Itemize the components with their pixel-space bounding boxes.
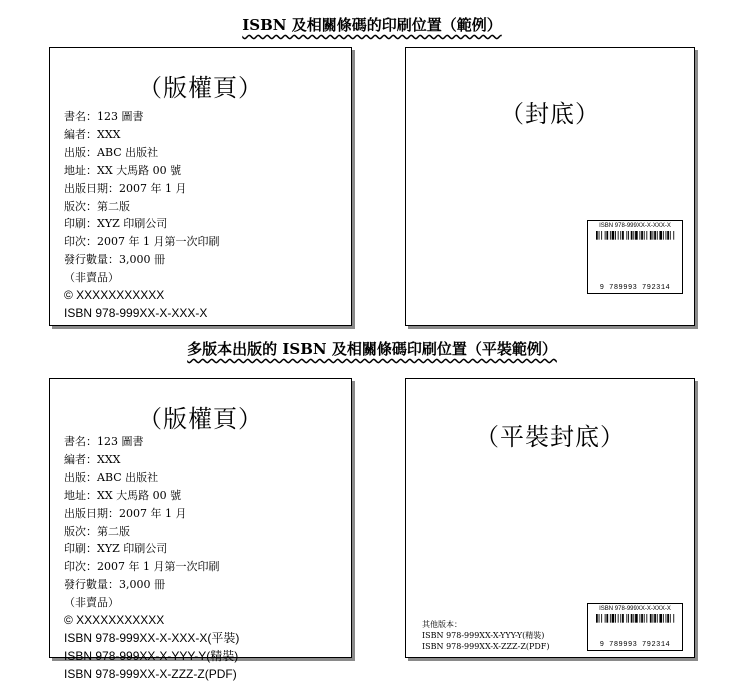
info-line: 印刷：XYZ 印刷公司 bbox=[64, 217, 168, 231]
barcode-bar bbox=[665, 231, 666, 240]
barcode-bar bbox=[618, 614, 619, 623]
info-line: 版次：第二版 bbox=[64, 199, 130, 213]
barcode-isbn-text: ISBN 978-999XX-X-XXX-X bbox=[599, 223, 671, 229]
barcode-bar bbox=[670, 231, 671, 240]
other-edition-isbn: ISBN 978-999XX-X-YYY-Y(精裝) bbox=[422, 631, 545, 640]
isbn-line: ISBN 978-999XX-X-XXX-X bbox=[64, 305, 208, 320]
barcode-bar bbox=[665, 614, 666, 623]
page-title: （封底） bbox=[500, 100, 600, 128]
barcode-bar bbox=[670, 614, 671, 623]
barcode-bar bbox=[626, 614, 627, 623]
barcode-bar bbox=[628, 231, 629, 240]
info-line: 地址：XX 大馬路 00 號 bbox=[64, 163, 182, 177]
barcode-bar bbox=[631, 231, 633, 240]
info-line: 出版日期：2007 年 1 月 bbox=[64, 181, 187, 195]
barcode-bar bbox=[612, 231, 615, 240]
barcode-bar bbox=[626, 231, 627, 240]
barcode-bar bbox=[646, 231, 647, 240]
other-edition-isbn: ISBN 978-999XX-X-ZZZ-Z(PDF) bbox=[422, 642, 550, 651]
barcode-bar bbox=[606, 614, 608, 623]
info-line: 書名：123 圖書 bbox=[64, 435, 144, 448]
barcode-bar bbox=[605, 231, 606, 240]
isbn-barcode bbox=[587, 603, 683, 651]
barcode-bar bbox=[596, 231, 598, 240]
barcode-bar bbox=[641, 614, 643, 623]
barcode-bar bbox=[644, 231, 645, 240]
barcode-bar bbox=[639, 231, 640, 240]
other-editions bbox=[422, 619, 549, 652]
info-line: 出版日期：2007 年 1 月 bbox=[64, 506, 187, 520]
copyright-page bbox=[49, 47, 352, 326]
isbn-line: ISBN 978-999XX-X-XXX-X(平裝) bbox=[64, 630, 240, 645]
info-line: 發行數量：3,000 冊 bbox=[64, 253, 165, 267]
barcode-bar bbox=[673, 614, 674, 623]
isbn-line: ISBN 978-999XX-X-ZZZ-Z(PDF) bbox=[64, 666, 237, 681]
barcode-bar bbox=[610, 614, 611, 623]
barcode-bar bbox=[650, 231, 652, 240]
section-heading-example: ISBN 及相關條碼的印刷位置（範例） bbox=[242, 16, 502, 34]
copyright-info bbox=[64, 108, 219, 323]
barcode-bar bbox=[633, 231, 634, 240]
info-line: 編者：XXX bbox=[64, 452, 121, 466]
info-line: 版次：第二版 bbox=[64, 524, 130, 538]
barcode-bar bbox=[615, 614, 616, 623]
barcode-bar bbox=[610, 231, 611, 240]
back-cover-page bbox=[405, 47, 695, 326]
barcode-bar bbox=[631, 614, 633, 623]
info-line: 印次：2007 年 1 月第一次印刷 bbox=[64, 235, 220, 249]
barcode-bar bbox=[652, 614, 653, 623]
barcode-bar bbox=[620, 614, 621, 623]
barcode-bar bbox=[612, 614, 615, 623]
barcode-bar bbox=[657, 614, 658, 623]
page-title: （平裝封底） bbox=[475, 423, 625, 451]
barcode-bar bbox=[606, 231, 608, 240]
barcode-bar bbox=[639, 614, 640, 623]
barcode-bars bbox=[596, 614, 676, 623]
barcode-bar bbox=[654, 614, 656, 623]
info-line: 地址：XX 大馬路 00 號 bbox=[64, 488, 182, 502]
barcode-bars bbox=[596, 231, 676, 240]
copyright-page-multi bbox=[49, 378, 352, 681]
barcode-bar bbox=[663, 231, 664, 240]
barcode-isbn-text: ISBN 978-999XX-X-XXX-X bbox=[599, 606, 671, 612]
other-editions-label: 其他版本： bbox=[422, 620, 462, 629]
barcode-bar bbox=[635, 231, 638, 240]
page-title: （版權頁） bbox=[138, 74, 263, 102]
barcode-bar bbox=[646, 614, 647, 623]
barcode-bar bbox=[652, 231, 653, 240]
barcode-bar bbox=[633, 614, 634, 623]
barcode-bar bbox=[667, 614, 669, 623]
barcode-bar bbox=[641, 231, 643, 240]
barcode-digits: 9 789993 792314 bbox=[599, 284, 671, 292]
barcode-digits: 9 789993 792314 bbox=[599, 641, 671, 649]
barcode-bar bbox=[601, 614, 602, 623]
barcode-bar bbox=[618, 231, 619, 240]
barcode-bar bbox=[635, 614, 638, 623]
barcode-bar bbox=[605, 614, 606, 623]
barcode-bar bbox=[622, 231, 624, 240]
barcode-bar bbox=[622, 614, 624, 623]
barcode-bar bbox=[654, 231, 656, 240]
barcode-bar bbox=[659, 614, 662, 623]
barcode-bar bbox=[657, 231, 658, 240]
copyright-info bbox=[64, 433, 239, 684]
isbn-line: ISBN 978-999XX-X-YYY-Y(精裝) bbox=[64, 648, 239, 663]
barcode-bar bbox=[667, 231, 669, 240]
barcode-bar bbox=[620, 231, 621, 240]
info-line: 印刷：XYZ 印刷公司 bbox=[64, 542, 168, 556]
info-line: （非賣品） bbox=[64, 271, 119, 285]
paperback-back-cover-page bbox=[405, 378, 695, 658]
barcode-bar bbox=[596, 614, 598, 623]
isbn-barcode bbox=[587, 220, 683, 294]
section-heading-multi-edition: 多版本出版的 ISBN 及相關條碼印刷位置（平裝範例） bbox=[187, 340, 557, 358]
info-line: 書名：123 圖書 bbox=[64, 110, 144, 123]
info-line: 出版：ABC 出版社 bbox=[64, 470, 159, 484]
info-line: （非賣品） bbox=[64, 596, 119, 610]
info-line: 出版：ABC 出版社 bbox=[64, 145, 159, 159]
page-title: （版權頁） bbox=[138, 405, 263, 433]
info-line: 發行數量：3,000 冊 bbox=[64, 578, 165, 592]
barcode-bar bbox=[615, 231, 616, 240]
barcode-bar bbox=[650, 614, 652, 623]
barcode-bar bbox=[601, 231, 602, 240]
copyright-line: © XXXXXXXXXXX bbox=[64, 288, 165, 303]
barcode-bar bbox=[673, 231, 674, 240]
copyright-line: © XXXXXXXXXXX bbox=[64, 613, 165, 628]
info-line: 印次：2007 年 1 月第一次印刷 bbox=[64, 560, 220, 574]
barcode-bar bbox=[628, 614, 629, 623]
barcode-bar bbox=[599, 231, 600, 240]
barcode-bar bbox=[644, 614, 645, 623]
barcode-bar bbox=[599, 614, 600, 623]
info-line: 編者：XXX bbox=[64, 127, 121, 141]
barcode-bar bbox=[659, 231, 662, 240]
barcode-bar bbox=[663, 614, 664, 623]
